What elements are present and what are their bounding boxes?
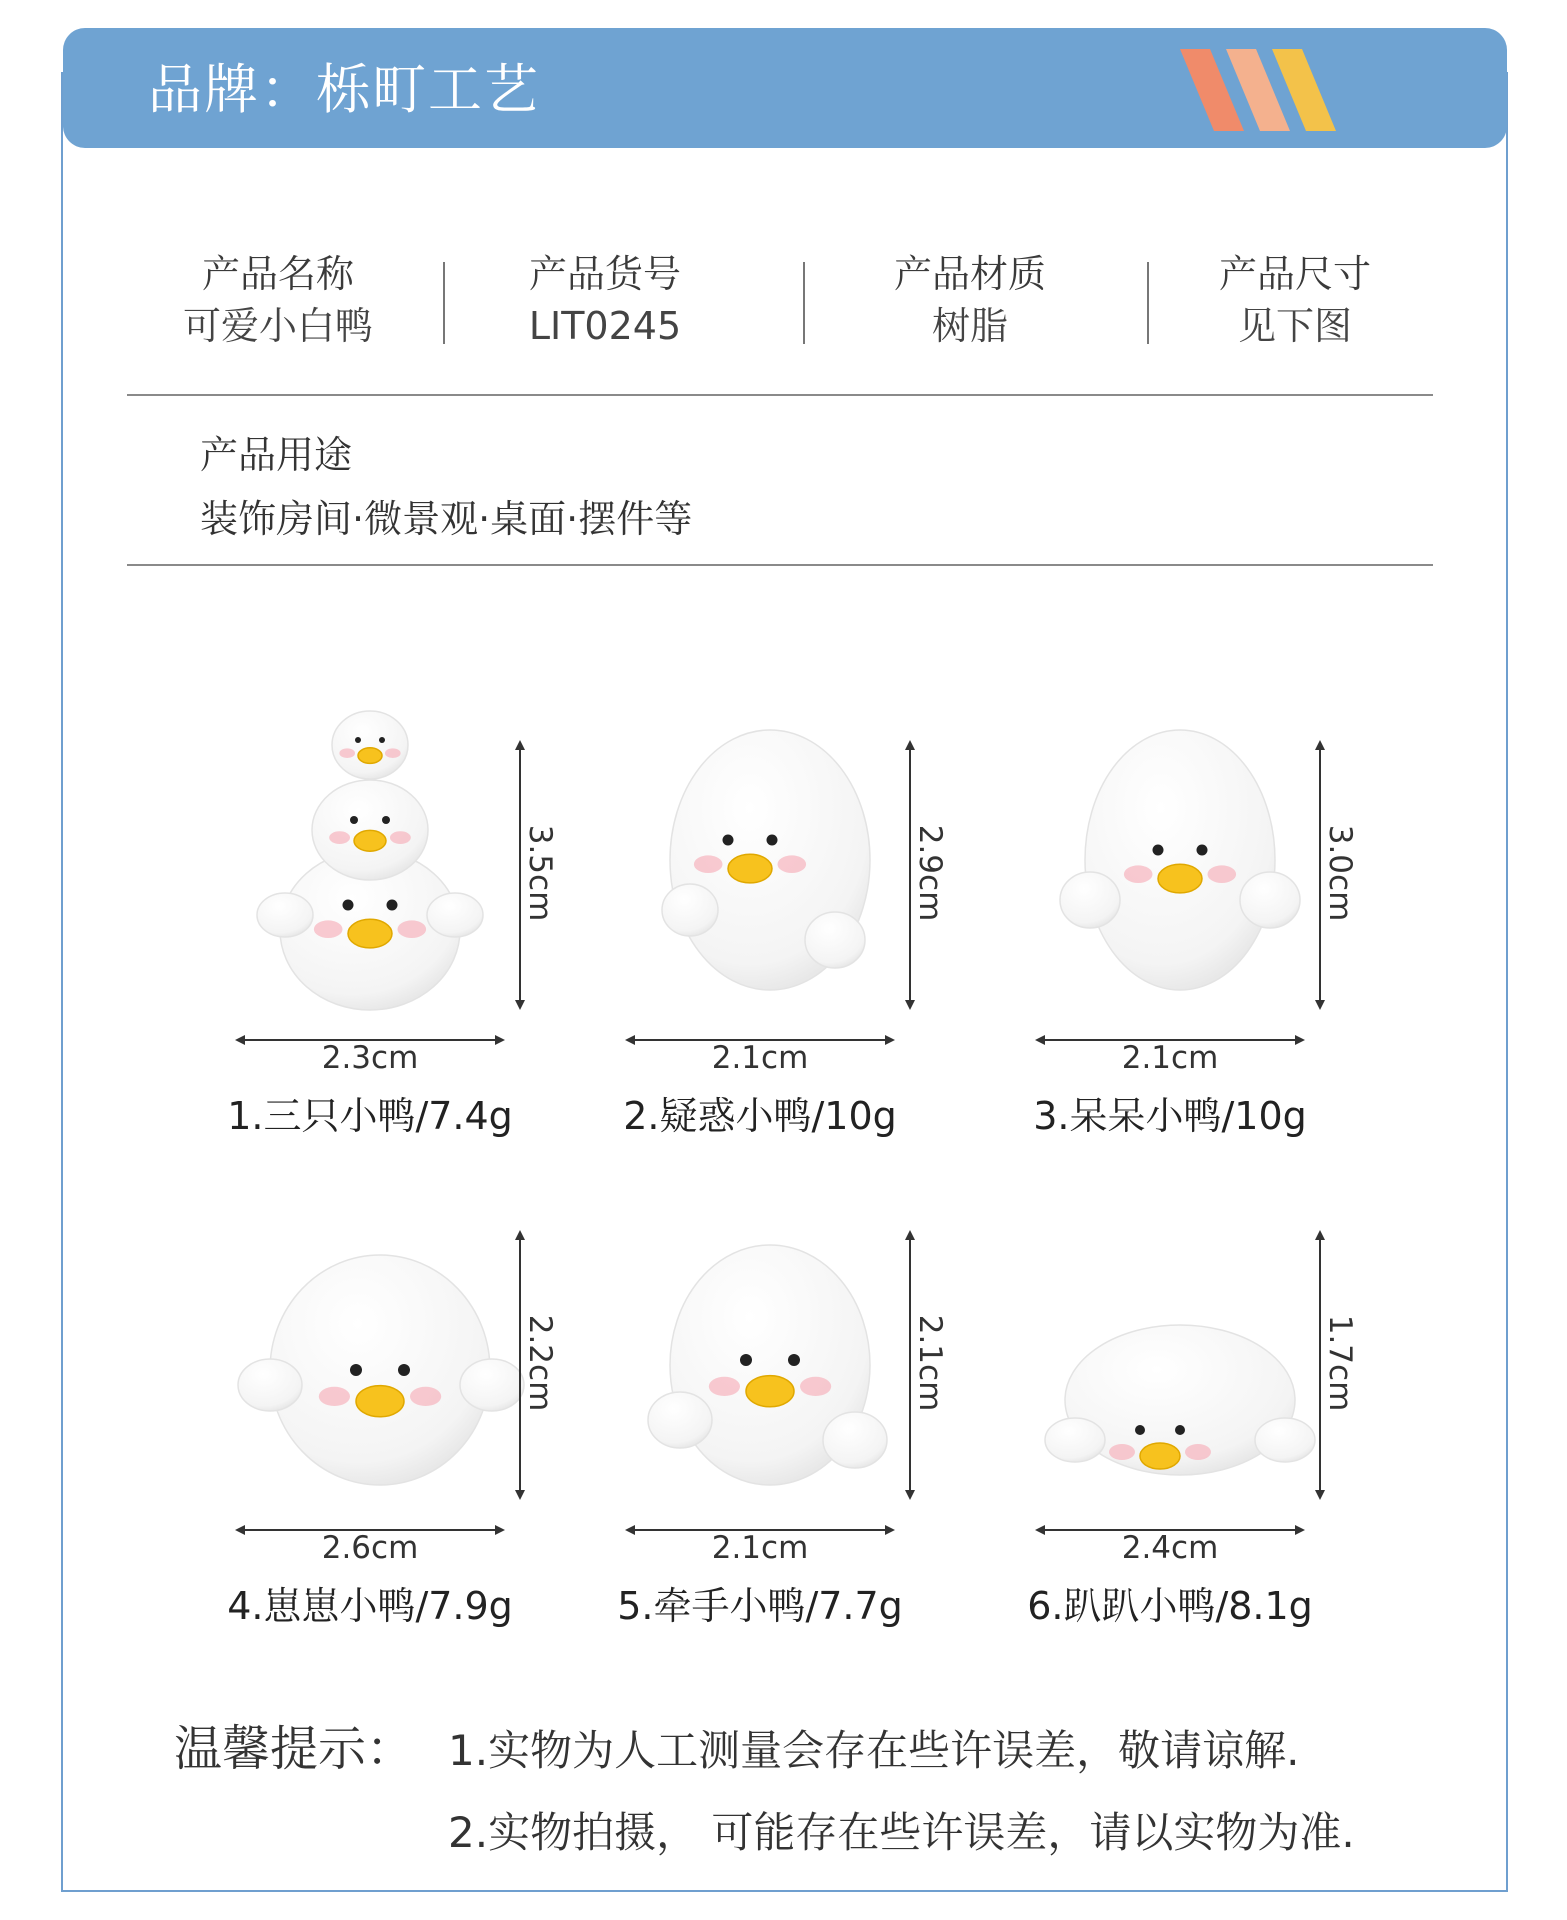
width-label: 2.3cm	[321, 1040, 419, 1076]
beak	[1158, 864, 1202, 893]
beak	[348, 919, 392, 948]
beak	[1140, 1443, 1180, 1469]
spec-value: LIT0245	[528, 304, 682, 348]
blush	[329, 831, 350, 844]
eye	[398, 1364, 410, 1376]
duck-figure	[1030, 1150, 1330, 1510]
blush	[339, 748, 355, 758]
blush	[1185, 1444, 1211, 1460]
eye	[1135, 1425, 1145, 1435]
blush	[390, 831, 411, 844]
duck-wing	[1255, 1418, 1315, 1462]
duck-figure	[230, 1150, 530, 1510]
tip-item: 1.实物为人工测量会存在些许误差，敬请谅解.	[448, 1726, 1300, 1775]
width-label: 2.1cm	[1121, 1040, 1219, 1076]
spec-size	[1195, 248, 1395, 352]
height-label: 3.5cm	[522, 824, 558, 922]
product-caption: 3.呆呆小鸭/10g	[1033, 1094, 1307, 1138]
height-label: 3.0cm	[1322, 824, 1358, 922]
tip-item: 2.实物拍摄， 可能存在些许误差，请以实物为准.	[448, 1808, 1355, 1857]
duck-figure	[620, 660, 920, 1020]
eye	[350, 1364, 362, 1376]
blush	[319, 1387, 350, 1406]
eye	[767, 835, 778, 846]
divider	[803, 262, 805, 344]
blush	[778, 855, 807, 873]
eye	[1153, 845, 1164, 856]
eye	[379, 737, 385, 743]
duck-wing	[427, 893, 483, 937]
duck-wing	[662, 884, 718, 936]
eye	[740, 1354, 752, 1366]
decorative-stripes-icon	[1180, 49, 1360, 131]
beak	[354, 830, 386, 851]
eye	[1197, 845, 1208, 856]
spec-title: 产品材质	[893, 252, 1046, 296]
duck-wing	[238, 1359, 302, 1411]
duck-figure	[1030, 660, 1330, 1020]
width-label: 2.6cm	[321, 1530, 419, 1566]
eye	[350, 816, 358, 824]
divider	[1147, 262, 1149, 344]
divider	[127, 394, 1433, 396]
spec-value: 见下图	[1237, 304, 1352, 348]
blush	[800, 1377, 831, 1396]
blush	[1109, 1444, 1135, 1460]
blush	[709, 1377, 740, 1396]
beak	[358, 748, 382, 764]
spec-value: 可爱小白鸭	[182, 304, 373, 348]
blush	[314, 920, 343, 938]
eye	[343, 900, 354, 911]
usage-value: 装饰房间·微景观·桌面·摆件等	[200, 497, 693, 541]
width-label: 2.1cm	[711, 1530, 809, 1566]
duck-wing	[805, 912, 865, 968]
duck-wing	[1060, 872, 1120, 928]
divider	[443, 262, 445, 344]
eye	[382, 816, 390, 824]
duck-wing	[1045, 1418, 1105, 1462]
eye	[788, 1354, 800, 1366]
product-caption: 5.牵手小鸭/7.7g	[617, 1584, 903, 1628]
duck-wing	[648, 1392, 712, 1448]
blush	[385, 748, 401, 758]
brand-label: 品牌：栎町工艺	[148, 58, 540, 121]
beak	[728, 854, 772, 883]
blush	[410, 1387, 441, 1406]
beak	[746, 1376, 794, 1407]
spec-name	[178, 248, 378, 352]
eye	[387, 900, 398, 911]
product-caption: 6.趴趴小鸭/8.1g	[1027, 1584, 1313, 1628]
eye	[355, 737, 361, 743]
duck-figure	[620, 1150, 920, 1510]
product-caption: 1.三只小鸭/7.4g	[227, 1094, 513, 1138]
spec-title: 产品名称	[201, 252, 354, 296]
height-label: 2.2cm	[522, 1314, 558, 1412]
eye	[723, 835, 734, 846]
width-label: 2.1cm	[711, 1040, 809, 1076]
blush	[694, 855, 723, 873]
usage-title: 产品用途	[200, 433, 353, 477]
duck-figure	[230, 660, 530, 1020]
product-caption: 2.疑惑小鸭/10g	[623, 1094, 897, 1138]
height-label: 1.7cm	[1322, 1314, 1358, 1412]
duck-wing	[823, 1412, 887, 1468]
duck-body	[1085, 730, 1275, 990]
blush	[1124, 865, 1153, 883]
spec-sku	[505, 248, 705, 352]
height-label: 2.1cm	[912, 1314, 948, 1412]
tips-title: 温馨提示：	[174, 1721, 415, 1777]
spec-title: 产品尺寸	[1218, 252, 1371, 296]
duck-wing	[257, 893, 313, 937]
blush	[398, 920, 427, 938]
duck-body	[270, 1255, 490, 1485]
product-caption: 4.崽崽小鸭/7.9g	[227, 1584, 513, 1628]
spec-title: 产品货号	[528, 252, 681, 296]
spec-material	[870, 248, 1070, 352]
width-label: 2.4cm	[1121, 1530, 1219, 1566]
divider	[127, 564, 1433, 566]
beak	[356, 1386, 404, 1417]
spec-value: 树脂	[931, 304, 1008, 348]
duck-body	[332, 711, 408, 779]
duck-wing	[1240, 872, 1300, 928]
eye	[1175, 1425, 1185, 1435]
blush	[1208, 865, 1237, 883]
height-label: 2.9cm	[912, 824, 948, 922]
